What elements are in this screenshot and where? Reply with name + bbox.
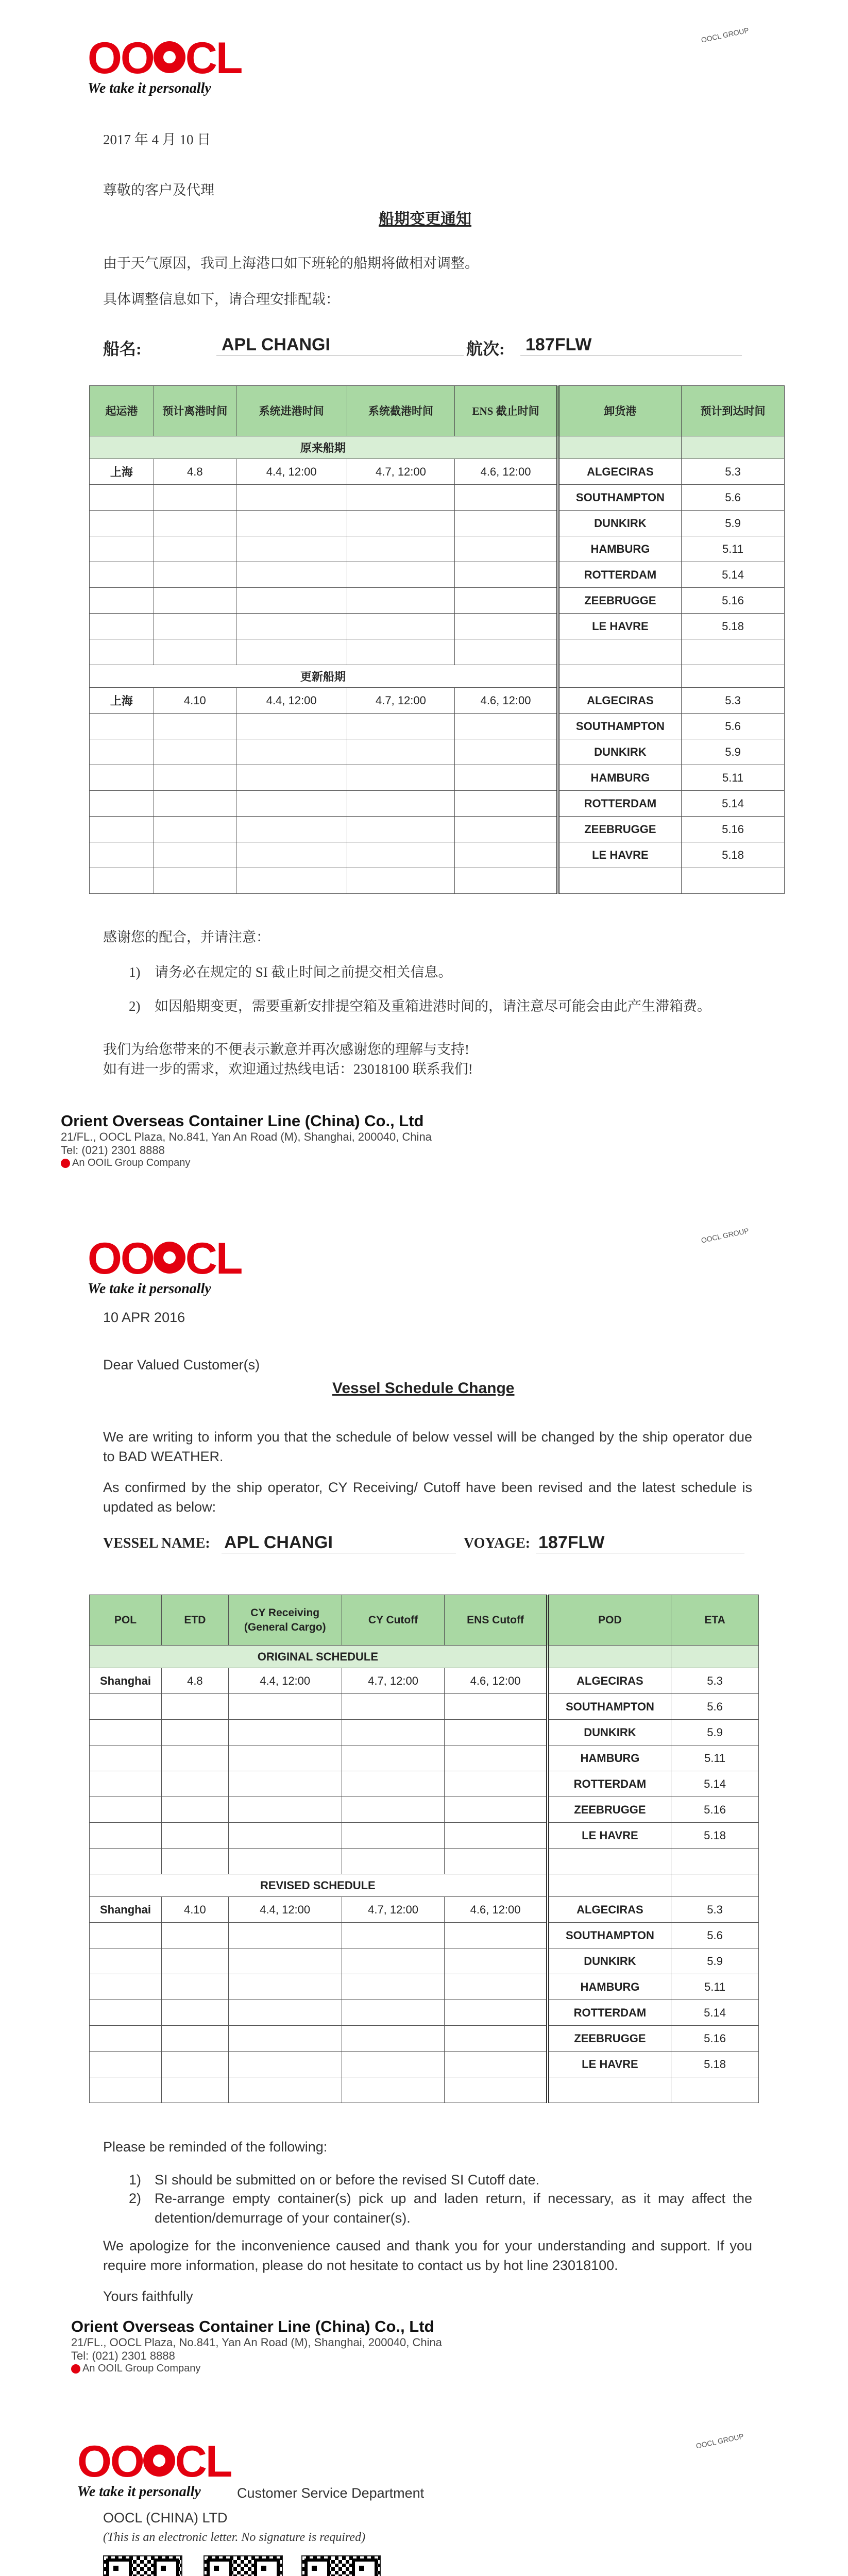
footer-cn (61, 1112, 432, 1169)
eta-cell: 5.14 (671, 1771, 759, 1797)
voyage-label: 航次: (466, 340, 505, 358)
col-eta: ETA (671, 1595, 759, 1646)
col-etd: 预计离港时间 (154, 386, 236, 436)
intro-paragraph: We are writing to inform you that the schedule of below vessel will be changed by the ship operator due to BAD WEATHER. (103, 1429, 752, 1464)
pol-cell: 上海 (90, 459, 154, 485)
ooil-group-icon (61, 1159, 70, 1168)
col-cy-cutoff: 系统截港时间 (347, 386, 455, 436)
eta-cell: 5.11 (682, 765, 785, 791)
instruction-paragraph: As confirmed by the ship operator, CY Receiving/ Cutoff have been revised and the latest schedule is updated as below: (103, 1480, 752, 1515)
col-eta: 预计到达时间 (682, 386, 785, 436)
oocl-group-mark: OOCL GROUP (700, 26, 750, 44)
letter-date: 10 APR 2016 (103, 1310, 185, 1325)
eta-cell: 5.6 (671, 1694, 759, 1720)
pod-cell: DUNKIRK (548, 1720, 671, 1745)
eta-cell: 5.18 (671, 1823, 759, 1849)
schedule-table-cn (89, 385, 785, 894)
eta-cell: 5.18 (682, 614, 785, 639)
col-cy-cutoff: CY Cutoff (342, 1595, 445, 1646)
etd-cell: 4.8 (161, 1668, 228, 1694)
footer-address: 21/FL., OOCL Plaza, No.841, Yan An Road (M), Shanghai, 200040, China (61, 1130, 432, 1143)
pod-cell: ALGECIRAS (558, 459, 682, 485)
pod-cell: ROTTERDAM (558, 562, 682, 588)
eta-cell: 5.9 (671, 1720, 759, 1745)
eta-cell: 5.3 (671, 1668, 759, 1694)
col-pod: POD (548, 1595, 671, 1646)
logo-en (88, 1236, 241, 1297)
voyage-number: 187FLW (520, 335, 742, 355)
closing-line: 我们为给您带来的不便表示歉意并再次感谢您的理解与支持! (103, 1042, 469, 1057)
footer-company: Orient Overseas Container Line (China) Co., Ltd (61, 1112, 424, 1130)
ens-cutoff-cell: 4.6, 12:00 (445, 1668, 548, 1694)
logo-tagline: We take it personally (77, 2484, 201, 2500)
note-item: SI should be submitted on or before the revised SI Cutoff date. (155, 2172, 539, 2188)
note-number: 1) (129, 964, 141, 980)
cy-receiving-cell: 4.4, 12:00 (236, 459, 347, 485)
pol-cell: Shanghai (90, 1897, 162, 1923)
oocl-logo: OO CL (77, 2437, 231, 2486)
pol-cell: 上海 (90, 688, 154, 714)
pod-cell: ALGECIRAS (558, 688, 682, 714)
vessel-label: 船名: (103, 340, 142, 358)
ens-cutoff-cell: 4.6, 12:00 (455, 688, 558, 714)
original-schedule-label: 原来船期 (90, 436, 558, 459)
eta-cell: 5.16 (671, 2026, 759, 2052)
pod-cell: HAMBURG (558, 536, 682, 562)
col-pol: 起运港 (90, 386, 154, 436)
ooil-group-icon (71, 2364, 80, 2374)
col-cy-receiving: 系统进港时间 (236, 386, 347, 436)
logo-tagline: We take it personally (88, 1281, 211, 1297)
oocl-logo: OO CL (88, 33, 242, 83)
note-item: 请务必在规定的 SI 截止时间之前提交相关信息。 (155, 964, 452, 980)
cy-cutoff-cell: 4.7, 12:00 (347, 459, 455, 485)
pod-cell: HAMBURG (548, 1745, 671, 1771)
cy-cutoff-cell: 4.7, 12:00 (342, 1897, 445, 1923)
oocl-group-mark: OOCL GROUP (700, 1226, 750, 1245)
note-item: Re-arrange empty container(s) pick up and laden return, if necessary, as it may affect the detention/demurrage of your container(s). (155, 2191, 752, 2226)
footer-company: Orient Overseas Container Line (China) Co., Ltd (71, 2317, 434, 2335)
electronic-letter-note: (This is an electronic letter. No signature is required) (103, 2531, 366, 2544)
etd-cell: 4.10 (161, 1897, 228, 1923)
thanks-note: 感谢您的配合，并请注意： (103, 929, 270, 945)
schedule-table-en (89, 1595, 759, 2103)
cy-receiving-cell: 4.4, 12:00 (236, 688, 347, 714)
vessel-label: VESSEL NAME: (103, 1535, 210, 1551)
pod-cell: SOUTHAMPTON (548, 1694, 671, 1720)
pod-cell: ALGECIRAS (548, 1897, 671, 1923)
pod-cell: DUNKIRK (558, 511, 682, 536)
notice-title: 船期变更通知 (379, 211, 471, 228)
salutation: Dear Valued Customer(s) (103, 1357, 260, 1372)
note-number: 2) (129, 2191, 142, 2206)
eta-cell: 5.16 (682, 817, 785, 842)
pod-cell: ROTTERDAM (548, 1771, 671, 1797)
eta-cell: 5.9 (671, 1948, 759, 1974)
etd-cell: 4.8 (154, 459, 236, 485)
pod-cell: LE HAVRE (558, 842, 682, 868)
vessel-name: APL CHANGI (216, 335, 464, 355)
voyage-label: VOYAGE: (464, 1535, 531, 1551)
footer-tel: Tel: (021) 2301 8888 (61, 1144, 165, 1157)
pod-cell: ZEEBRUGGE (558, 588, 682, 614)
pod-cell: HAMBURG (548, 1974, 671, 2000)
eta-cell: 5.9 (682, 511, 785, 536)
voyage-number: 187FLW (536, 1533, 744, 1553)
pod-cell: DUNKIRK (548, 1948, 671, 1974)
eta-cell: 5.6 (682, 485, 785, 511)
eta-cell: 5.11 (682, 536, 785, 562)
vessel-name: APL CHANGI (222, 1533, 456, 1553)
notice-title: Vessel Schedule Change (332, 1380, 515, 1397)
col-etd: ETD (161, 1595, 228, 1646)
note-item: 如因船期变更，需要重新安排提空箱及重箱进港时间的，请注意尽可能会由此产生滞箱费。 (155, 998, 711, 1014)
logo-tagline: We take it personally (88, 80, 211, 96)
reminder-heading: Please be reminded of the following: (103, 2139, 328, 2155)
pod-cell: ZEEBRUGGE (558, 817, 682, 842)
pod-cell: LE HAVRE (548, 1823, 671, 1849)
eta-cell: 5.6 (671, 1923, 759, 1948)
cy-receiving-cell: 4.4, 12:00 (228, 1897, 342, 1923)
salutation: 尊敬的客户及代理 (103, 182, 214, 198)
eta-cell: 5.3 (682, 688, 785, 714)
logo-cn (88, 33, 242, 97)
col-cy-receiving: CY Receiving (General Cargo) (228, 1595, 342, 1646)
eta-cell: 5.18 (682, 842, 785, 868)
eta-cell: 5.14 (671, 2000, 759, 2026)
weibo-qr-code[interactable] (103, 2555, 182, 2576)
apology-paragraph: We apologize for the inconvenience caused and thank you for your understanding and support. If you require more information, please do not hesitate to contact us by hot line 23018100. (103, 2238, 752, 2273)
col-ens-cutoff: ENS 截止时间 (455, 386, 558, 436)
pod-cell: LE HAVRE (548, 2052, 671, 2077)
footer-group: An OOIL Group Company (82, 2363, 201, 2374)
cy-receiving-cell: 4.4, 12:00 (228, 1668, 342, 1694)
eta-cell: 5.9 (682, 739, 785, 765)
eta-cell: 5.16 (682, 588, 785, 614)
footer-en (71, 2317, 442, 2375)
oocl-logo: OO CL (88, 1234, 242, 1283)
pod-cell: DUNKIRK (558, 739, 682, 765)
pod-cell: SOUTHAMPTON (558, 485, 682, 511)
letter-date: 2017 年 4 月 10 日 (103, 132, 211, 147)
eta-cell: 5.14 (682, 562, 785, 588)
pod-cell: ZEEBRUGGE (548, 1797, 671, 1823)
logo-flower-icon (154, 1242, 185, 1274)
closing-line: Yours faithfully (103, 2289, 193, 2304)
eta-cell: 5.11 (671, 1974, 759, 2000)
intro-paragraph: 由于天气原因，我司上海港口如下班轮的船期将做相对调整。 (103, 256, 479, 271)
ebook-qr-code[interactable] (301, 2555, 381, 2576)
ens-cutoff-cell: 4.6, 12:00 (455, 459, 558, 485)
pod-cell: SOUTHAMPTON (548, 1923, 671, 1948)
cy-cutoff-cell: 4.7, 12:00 (342, 1668, 445, 1694)
pod-cell: HAMBURG (558, 765, 682, 791)
eta-cell: 5.11 (671, 1745, 759, 1771)
original-schedule-label: ORIGINAL SCHEDULE (90, 1646, 548, 1668)
revised-schedule-label: 更新船期 (90, 665, 558, 688)
eta-cell: 5.16 (671, 1797, 759, 1823)
revised-schedule-label: REVISED SCHEDULE (90, 1874, 548, 1897)
eta-cell: 5.3 (682, 459, 785, 485)
hotline-line: 如有进一步的需求，欢迎通过热线电话：23018100 联系我们! (103, 1061, 473, 1077)
col-ens-cutoff: ENS Cutoff (445, 1595, 548, 1646)
note-number: 1) (129, 2172, 142, 2188)
pod-cell: ROTTERDAM (558, 791, 682, 817)
footer-group: An OOIL Group Company (72, 1157, 191, 1168)
ens-cutoff-cell: 4.6, 12:00 (445, 1897, 548, 1923)
cy-cutoff-cell: 4.7, 12:00 (347, 688, 455, 714)
col-pol: POL (90, 1595, 162, 1646)
company-signature: OOCL (CHINA) LTD (103, 2510, 228, 2526)
etd-cell: 4.10 (154, 688, 236, 714)
pod-cell: ROTTERDAM (548, 2000, 671, 2026)
eta-cell: 5.18 (671, 2052, 759, 2077)
pod-cell: SOUTHAMPTON (558, 714, 682, 739)
pod-cell: LE HAVRE (558, 614, 682, 639)
pod-cell: ZEEBRUGGE (548, 2026, 671, 2052)
footer-address: 21/FL., OOCL Plaza, No.841, Yan An Road (M), Shanghai, 200040, China (71, 2336, 442, 2349)
oocl-group-mark: OOCL GROUP (695, 2432, 745, 2450)
logo-signature (77, 2439, 231, 2500)
pod-cell: ALGECIRAS (548, 1668, 671, 1694)
note-number: 2) (129, 998, 141, 1014)
logo-flower-icon (154, 41, 185, 73)
instruction-paragraph: 具体调整信息如下，请合理安排配载： (103, 292, 340, 307)
wechat-qr-code[interactable] (203, 2555, 283, 2576)
eta-cell: 5.6 (682, 714, 785, 739)
footer-tel: Tel: (021) 2301 8888 (71, 2349, 175, 2362)
department-name: Customer Service Department (237, 2485, 425, 2501)
pol-cell: Shanghai (90, 1668, 162, 1694)
eta-cell: 5.14 (682, 791, 785, 817)
eta-cell: 5.3 (671, 1897, 759, 1923)
col-pod: 卸货港 (558, 386, 682, 436)
logo-flower-icon (143, 2445, 175, 2477)
